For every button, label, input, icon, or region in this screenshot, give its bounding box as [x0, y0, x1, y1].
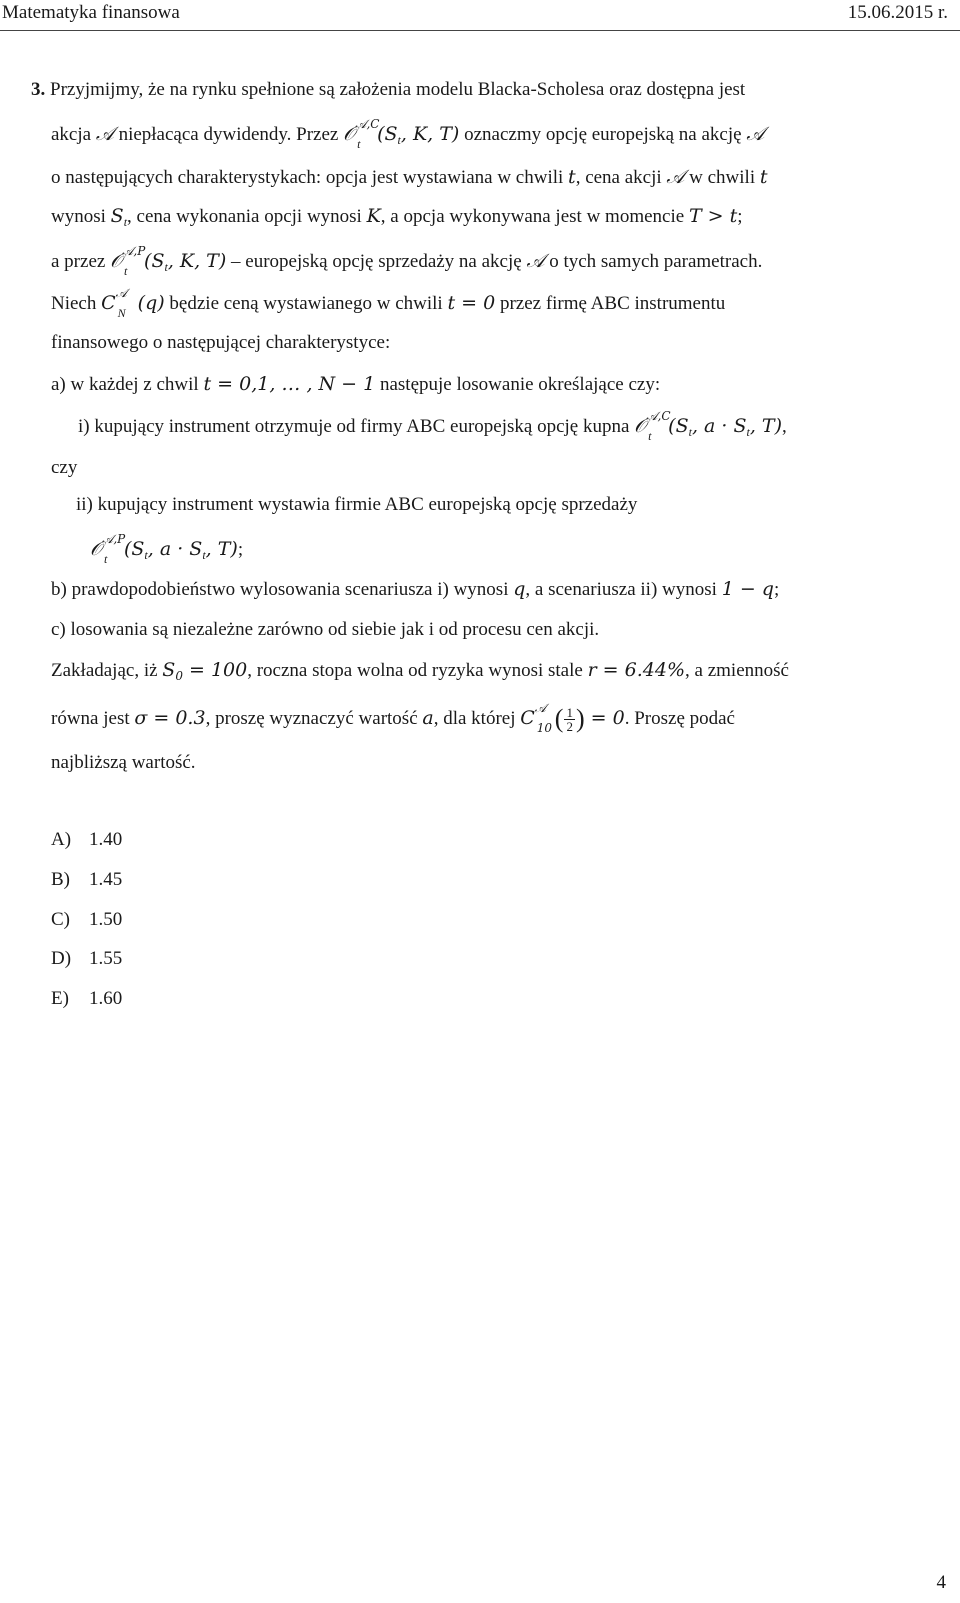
answer-value: 1.45 — [89, 869, 123, 890]
problem-line-12 — [90, 532, 244, 567]
text: a) w każdej z chwil — [51, 374, 204, 395]
page-header — [0, 0, 960, 28]
math-one-minus-q: 1 − q — [721, 578, 774, 600]
math-A: 𝒜 — [746, 123, 765, 145]
text: a przez — [51, 251, 111, 272]
sup-sub — [115, 286, 138, 320]
text: , a scenariusza ii) wynosi — [525, 579, 722, 600]
sup-sub — [122, 244, 146, 278]
text: – europejską opcję sprzedaży na akcję — [226, 251, 527, 272]
math-C: C — [101, 292, 116, 314]
sup: 𝒜,C — [646, 409, 671, 423]
problem-line-9 — [78, 409, 787, 444]
math-q-arg: (q) — [137, 292, 165, 314]
text: oznaczmy opcję europejską na akcję — [459, 124, 747, 145]
paren-right: ) — [575, 704, 585, 733]
answer-value: 1.55 — [89, 948, 123, 969]
sub: t — [164, 260, 168, 274]
math-A: 𝒜 — [95, 123, 114, 145]
problem-line-14: c) losowania są niezależne zarówno od siebie jak i od procesu cen akcji. — [51, 619, 600, 640]
text: , — [782, 416, 787, 437]
math-args-end: , T) — [205, 538, 238, 560]
problem-line-10: czy — [51, 457, 78, 478]
problem-line-5 — [51, 244, 763, 279]
math-t-range: t = 0,1, … , N − 1 — [203, 373, 376, 395]
sub: t — [144, 548, 148, 562]
problem-line-17: najbliższą wartość. — [51, 752, 196, 773]
text: o tych samych parametrach. — [544, 251, 763, 272]
math-args: (S — [123, 538, 145, 560]
sup-sub — [101, 532, 126, 566]
math-args-end: , K, T) — [167, 250, 227, 272]
text: , cena akcji — [575, 167, 667, 188]
math-args: (S — [668, 415, 689, 437]
math-S: S — [110, 205, 124, 227]
math-args-end: , K, T) — [400, 123, 460, 145]
sub: t — [688, 425, 692, 439]
text: w chwili — [684, 167, 760, 188]
math-O: 𝒪 — [110, 250, 123, 272]
math-r: r = 6.44% — [587, 659, 686, 681]
text: ; — [773, 579, 780, 600]
sup-sub — [534, 701, 555, 735]
text: , proszę wyznaczyć wartość — [205, 708, 423, 729]
text: o następujących charakterystykach: opcja jest wystawiana w chwili — [51, 167, 569, 188]
header-date: 15.06.2015 r. — [847, 2, 948, 23]
problem-line-6 — [51, 286, 726, 320]
text: akcja — [51, 124, 96, 145]
sup-sub — [355, 117, 380, 151]
sub: t — [124, 264, 128, 278]
problem-line-8 — [51, 372, 660, 397]
answer-value: 1.50 — [89, 909, 123, 930]
text: ; — [737, 206, 743, 227]
text: , dla której — [433, 708, 521, 729]
header-title: Matematyka finansowa — [2, 2, 180, 23]
problem-line-11: ii) kupujący instrument wystawia firmie ABC europejską opcję sprzedaży — [76, 494, 638, 515]
math-eq-zero: = 0 — [584, 707, 625, 729]
sub: 0 — [175, 669, 183, 683]
answer-label: D) — [51, 948, 72, 969]
math-args: (S — [144, 250, 165, 272]
math-a: a — [422, 707, 434, 729]
math-t-eq-0: t = 0 — [447, 292, 496, 314]
math-O: 𝒪 — [90, 538, 102, 560]
text: niepłacąca dywidendy. Przez — [113, 124, 344, 145]
text: równa jest — [51, 708, 135, 729]
text: , cena wykonania opcji wynosi — [127, 206, 367, 227]
math-A: 𝒜 — [526, 250, 545, 272]
sub: t — [103, 552, 108, 566]
sub: t — [648, 429, 652, 443]
math-O: 𝒪 — [343, 123, 356, 145]
sup: 𝒜,P — [122, 244, 146, 258]
answer-label: C) — [51, 909, 70, 930]
math-t: t — [759, 166, 768, 188]
answer-label: B) — [51, 869, 70, 890]
sub: t — [123, 215, 128, 229]
header-rule — [0, 30, 960, 31]
problem-text: Przyjmijmy, że na rynku spełnione są założenia modelu Blacka-Scholesa oraz dostępna jest — [50, 79, 746, 100]
answer-option — [51, 829, 122, 851]
text: , roczna stopa wolna od ryzyka wynosi stale — [247, 660, 588, 681]
answer-option — [51, 948, 122, 970]
sup: 𝒜,C — [355, 117, 380, 131]
answer-option — [51, 869, 122, 891]
problem-line-1 — [31, 78, 745, 102]
math-T-gt-t: T > t — [688, 205, 738, 227]
problem-line-16 — [51, 701, 735, 735]
fraction-one-half — [564, 706, 575, 733]
problem-line-4 — [51, 204, 743, 234]
sup: 𝒜,P — [101, 532, 126, 546]
text: b) prawdopodobieństwo wylosowania scenariusza i) wynosi — [51, 579, 514, 600]
math-args: (S — [377, 123, 398, 145]
sub: t — [746, 425, 750, 439]
text: i) kupujący instrument otrzymuje od firmy ABC europejską opcję kupna — [78, 416, 635, 437]
sub: t — [397, 133, 401, 147]
problem-line-2 — [51, 117, 765, 152]
text: , a opcja wykonywana jest w momencie — [380, 206, 689, 227]
math-A: 𝒜 — [666, 166, 685, 188]
math-C: C — [520, 707, 535, 729]
frac-den: 2 — [566, 719, 573, 735]
sup: 𝒜 — [534, 701, 547, 715]
text: Zakładając, iż — [51, 660, 163, 681]
sub: t — [357, 137, 361, 151]
text: . Proszę podać — [624, 708, 735, 729]
text: , a zmienność — [685, 660, 789, 681]
answer-label: A) — [51, 829, 72, 850]
math-args-end: , T) — [749, 415, 782, 437]
math-O: 𝒪 — [634, 415, 647, 437]
sub: t — [202, 548, 206, 562]
sup-sub — [646, 409, 671, 443]
text: przez firmę ABC instrumentu — [495, 293, 726, 314]
answer-value: 1.60 — [89, 988, 123, 1009]
text: będzie ceną wystawianego w chwili — [164, 293, 448, 314]
text: ; — [237, 539, 244, 560]
problem-line-15 — [51, 658, 789, 688]
frac-num: 1 — [566, 705, 573, 721]
answer-option — [51, 909, 122, 931]
math-sigma: σ = 0.3 — [134, 707, 206, 729]
paren-left: ( — [554, 704, 564, 733]
math-args-mid: , a · S — [691, 415, 747, 437]
problem-line-7: finansowego o następującej charakterystyce: — [51, 332, 391, 353]
math-t: t — [568, 166, 576, 188]
sub: N — [117, 306, 126, 320]
problem-line-3 — [51, 165, 768, 190]
math-q: q — [513, 578, 526, 600]
problem-number: 3. — [31, 79, 46, 100]
page-number: 4 — [936, 1572, 946, 1593]
problem-line-13 — [51, 577, 779, 602]
math-S: S — [162, 659, 176, 681]
text: następuje losowanie określające czy: — [375, 374, 661, 395]
answer-label: E) — [51, 988, 69, 1009]
sub: 10 — [536, 721, 553, 735]
math-S0-val: = 100 — [182, 659, 248, 681]
answer-value: 1.40 — [89, 829, 123, 850]
text: Niech — [51, 293, 102, 314]
math-K: K — [366, 205, 381, 227]
sup: 𝒜 — [115, 286, 128, 300]
math-args-mid: , a · S — [147, 538, 203, 560]
answer-option — [51, 988, 122, 1010]
text: wynosi — [51, 206, 111, 227]
